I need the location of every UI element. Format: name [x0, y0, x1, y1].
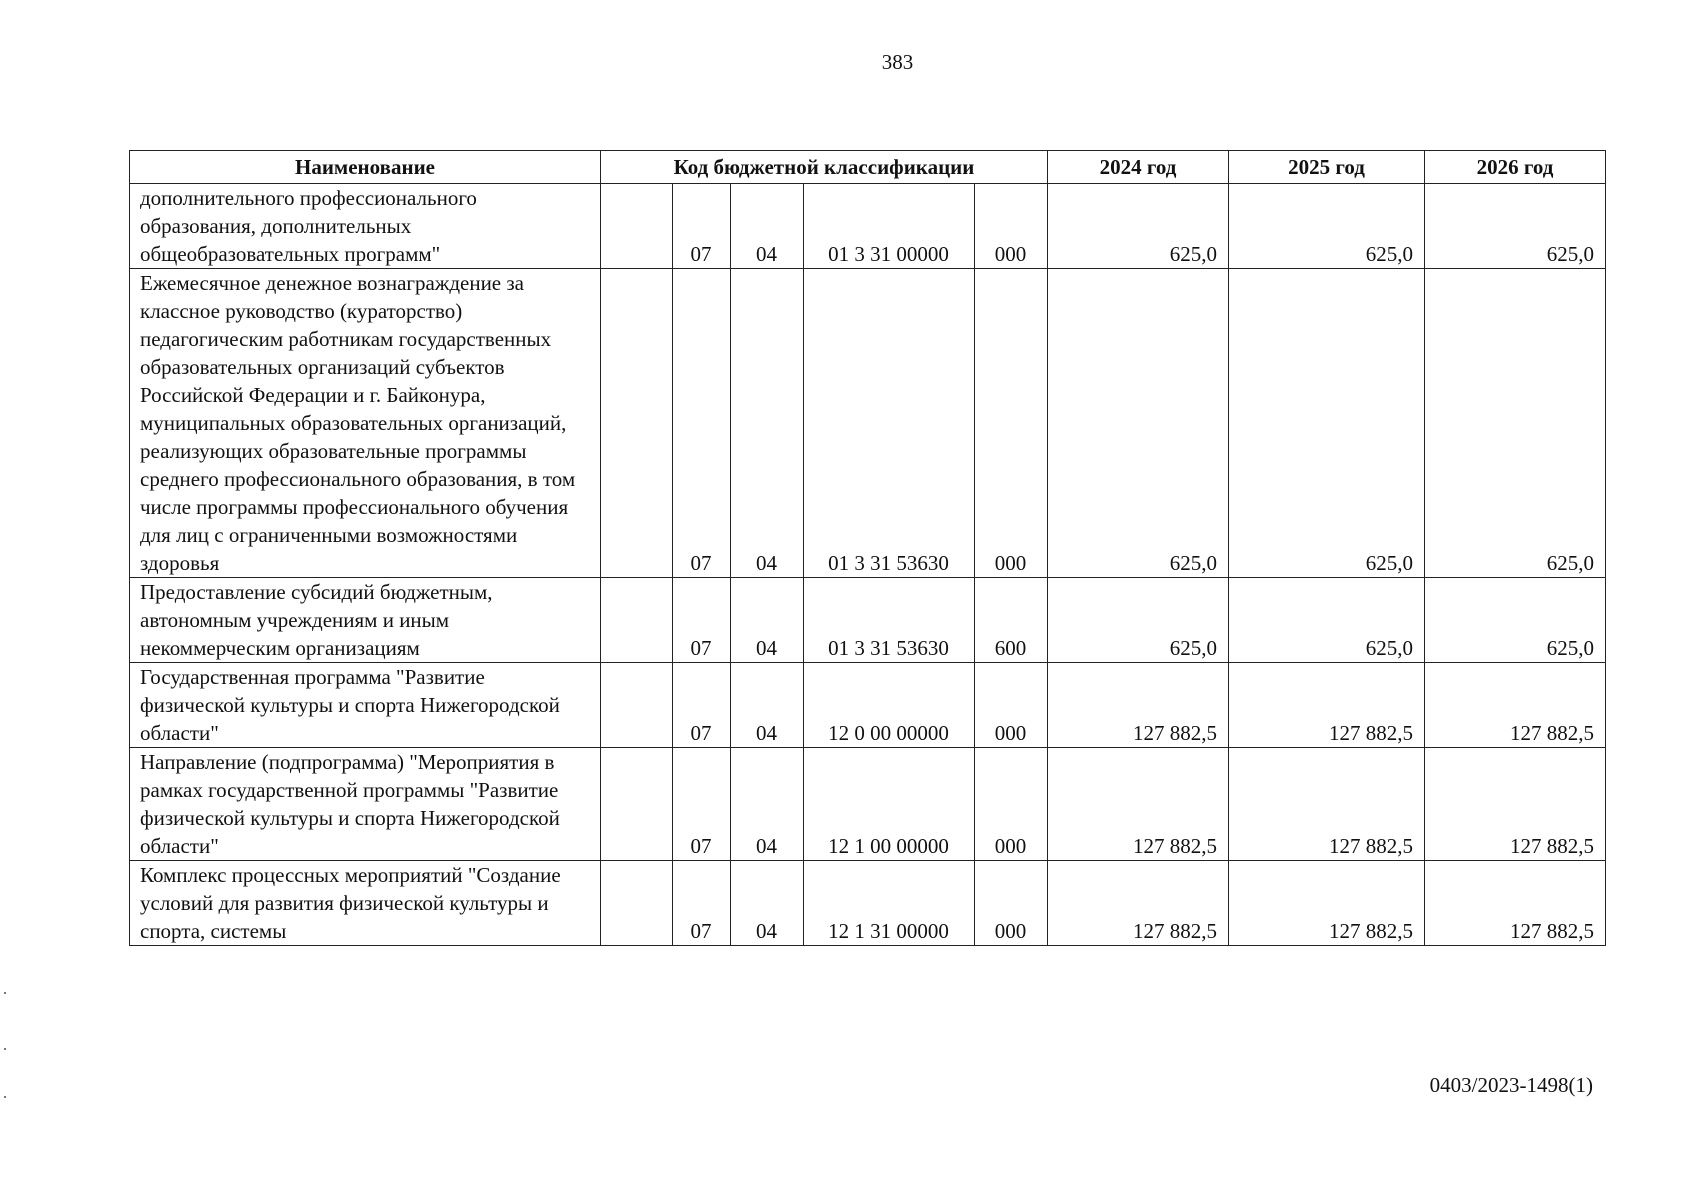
row-target-article: 01 3 31 53630 — [804, 269, 975, 578]
page-number: 383 — [881, 50, 914, 74]
row-value-2026: 127 882,5 — [1425, 748, 1606, 861]
row-target-article: 01 3 31 53630 — [804, 578, 975, 663]
row-name: Направление (подпрограмма) "Мероприятия в рамках государственной программы "Развитие физической культуры и спорта Нижегородской области" — [130, 748, 601, 861]
row-subsection-code: 04 — [731, 748, 804, 861]
row-section-code: 07 — [673, 269, 731, 578]
row-name: дополнительного профессионального образования, дополнительных общеобразовательных программ" — [130, 184, 601, 269]
row-empty-cell — [601, 184, 673, 269]
header-2024: 2024 год — [1048, 151, 1229, 184]
row-subsection-code: 04 — [731, 184, 804, 269]
row-value-2026: 625,0 — [1425, 578, 1606, 663]
row-expense-type: 000 — [975, 861, 1048, 946]
header-budget-code: Код бюджетной классификации — [601, 151, 1048, 184]
table-row — [130, 861, 1606, 946]
row-value-2025: 127 882,5 — [1229, 861, 1425, 946]
row-empty-cell — [601, 861, 673, 946]
row-subsection-code: 04 — [731, 269, 804, 578]
table-header-row — [130, 151, 1606, 184]
row-subsection-code: 04 — [731, 663, 804, 748]
row-empty-cell — [601, 663, 673, 748]
table-row — [130, 748, 1606, 861]
header-name: Наименование — [130, 151, 601, 184]
row-target-article: 12 0 00 00000 — [804, 663, 975, 748]
row-value-2024: 625,0 — [1048, 578, 1229, 663]
row-name: Предоставление субсидий бюджетным, автономным учреждениям и иным некоммерческим организациям — [130, 578, 601, 663]
row-target-article: 01 3 31 00000 — [804, 184, 975, 269]
row-value-2026: 625,0 — [1425, 184, 1606, 269]
row-value-2026: 127 882,5 — [1425, 663, 1606, 748]
row-value-2024: 127 882,5 — [1048, 663, 1229, 748]
row-section-code: 07 — [673, 861, 731, 946]
row-value-2025: 625,0 — [1229, 269, 1425, 578]
table-row — [130, 269, 1606, 578]
row-value-2024: 625,0 — [1048, 184, 1229, 269]
row-expense-type: 600 — [975, 578, 1048, 663]
row-name: Ежемесячное денежное вознаграждение за классное руководство (кураторство) педагогическим работникам государственных образовательных организаций субъектов Российской Федерации и г. Байконура, муниципальных образовательных организаций, реализующих образовательные программы среднего профессионального образования, в том числе программы профессионального обучения для лиц с ограниченными возможностями здоровья — [130, 269, 601, 578]
margin-mark — [4, 1096, 6, 1098]
header-2026: 2026 год — [1425, 151, 1606, 184]
row-empty-cell — [601, 748, 673, 861]
margin-mark — [4, 1048, 6, 1050]
row-expense-type: 000 — [975, 184, 1048, 269]
margin-mark — [4, 992, 6, 994]
header-2025: 2025 год — [1229, 151, 1425, 184]
document-registration-code: 0403/2023-1498(1) — [1429, 1073, 1593, 1097]
row-value-2025: 127 882,5 — [1229, 663, 1425, 748]
row-value-2026: 625,0 — [1425, 269, 1606, 578]
row-section-code: 07 — [673, 578, 731, 663]
row-empty-cell — [601, 578, 673, 663]
row-section-code: 07 — [673, 184, 731, 269]
row-expense-type: 000 — [975, 269, 1048, 578]
row-expense-type: 000 — [975, 663, 1048, 748]
row-expense-type: 000 — [975, 748, 1048, 861]
row-value-2024: 625,0 — [1048, 269, 1229, 578]
table-row — [130, 184, 1606, 269]
row-value-2025: 625,0 — [1229, 184, 1425, 269]
row-section-code: 07 — [673, 663, 731, 748]
row-name: Государственная программа "Развитие физической культуры и спорта Нижегородской области" — [130, 663, 601, 748]
row-value-2024: 127 882,5 — [1048, 861, 1229, 946]
budget-table — [129, 150, 1606, 946]
row-subsection-code: 04 — [731, 861, 804, 946]
row-name: Комплекс процессных мероприятий "Создание условий для развития физической культуры и спорта, системы — [130, 861, 601, 946]
table-row — [130, 578, 1606, 663]
row-value-2026: 127 882,5 — [1425, 861, 1606, 946]
row-value-2025: 127 882,5 — [1229, 748, 1425, 861]
row-subsection-code: 04 — [731, 578, 804, 663]
row-value-2025: 625,0 — [1229, 578, 1425, 663]
row-target-article: 12 1 31 00000 — [804, 861, 975, 946]
row-empty-cell — [601, 269, 673, 578]
row-target-article: 12 1 00 00000 — [804, 748, 975, 861]
row-value-2024: 127 882,5 — [1048, 748, 1229, 861]
table-row — [130, 663, 1606, 748]
row-section-code: 07 — [673, 748, 731, 861]
